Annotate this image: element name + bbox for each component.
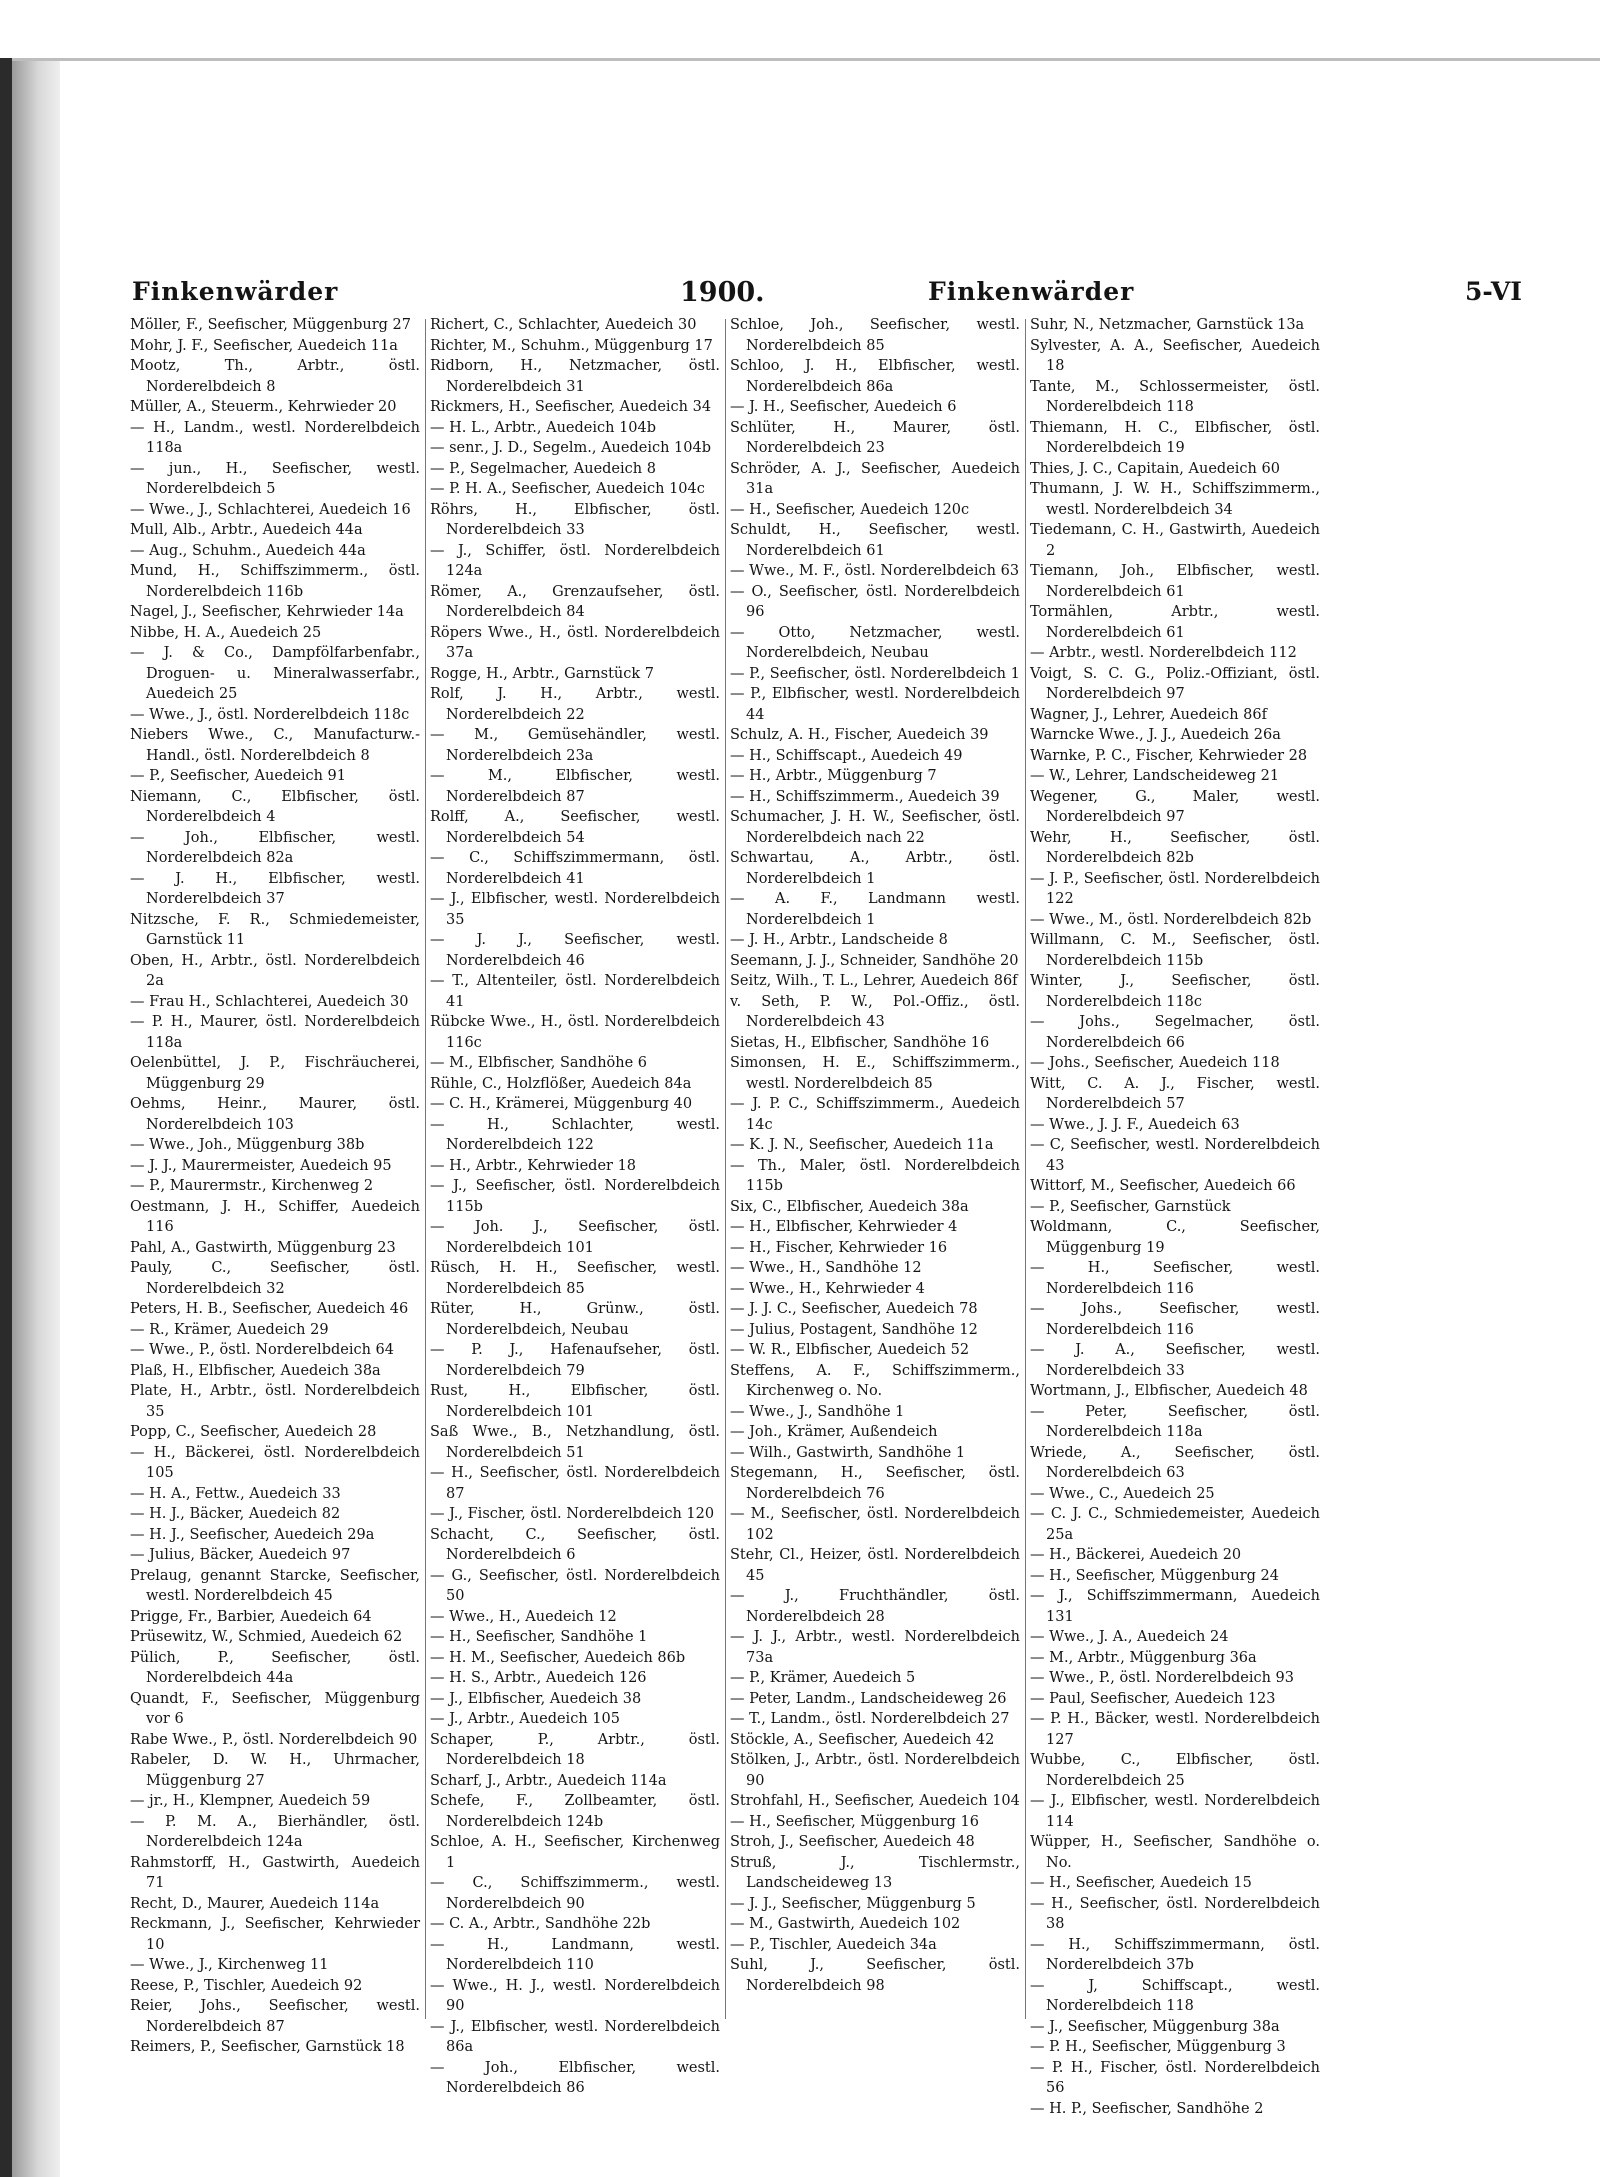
- directory-entry: Reimers, P., Seefischer, Garnstück 18: [130, 2039, 405, 2055]
- directory-column-3: [730, 315, 1020, 2030]
- directory-entry: Wubbe, C., Elbfischer, östl. Norderelbdeich 25: [1030, 1752, 1320, 1789]
- directory-entry: — M., Gastwirth, Auedeich 102: [730, 1916, 961, 1932]
- directory-entry: — C, Seefischer, westl. Norderelbdeich 43: [1030, 1137, 1320, 1174]
- directory-entry: — Johs., Seefischer, Auedeich 118: [1030, 1055, 1280, 1071]
- directory-entry: — H., Elbfischer, Kehrwieder 4: [730, 1219, 958, 1235]
- directory-entry: Willmann, C. M., Seefischer, östl. Norderelbdeich 115b: [1030, 932, 1320, 969]
- directory-entry: Reese, P., Tischler, Auedeich 92: [130, 1977, 363, 1994]
- scan-top-border: [12, 58, 1600, 61]
- directory-entry: — K. J. N., Seefischer, Auedeich 11a: [730, 1137, 994, 1153]
- directory-entry: Simonsen, H. E., Schiffszimmerm., westl. Norderelbdeich 85: [730, 1055, 1020, 1092]
- directory-entry: Richert, C., Schlachter, Auedeich 30: [430, 317, 697, 333]
- directory-entry: Schlüter, H., Maurer, östl. Norderelbdeich 23: [730, 419, 1020, 456]
- directory-entry: — Wwe., J., östl. Norderelbdeich 118c: [130, 706, 410, 723]
- directory-entry: — R., Krämer, Auedeich 29: [130, 1321, 329, 1338]
- directory-entry: Schloe, Joh., Seefischer, westl. Norderelbdeich 85: [730, 317, 1020, 354]
- column-divider: [725, 319, 726, 2019]
- directory-entry: — Wwe., P., östl. Norderelbdeich 64: [130, 1342, 394, 1358]
- directory-entry: — J., Arbtr., Auedeich 105: [430, 1711, 620, 1727]
- directory-entry: — M., Elbfischer, Sandhöhe 6: [430, 1055, 648, 1071]
- directory-entry: Schaper, P., Arbtr., östl. Norderelbdeich 18: [430, 1731, 720, 1768]
- directory-entry: Prüsewitz, W., Schmied, Auedeich 62: [130, 1629, 403, 1645]
- scan-edge-dark: [0, 58, 12, 2177]
- directory-entry: Schumacher, J. H. W., Seefischer, östl. Norderelbdeich nach 22: [730, 809, 1020, 846]
- directory-entry: Wüpper, H., Seefischer, Sandhöhe o. No.: [1030, 1834, 1320, 1871]
- directory-entry: — Wwe., H., Auedeich 12: [430, 1608, 617, 1625]
- directory-entry: — P., Tischler, Auedeich 34a: [730, 1936, 937, 1953]
- directory-entry: — J. A., Seefischer, westl. Norderelbdeich 33: [1030, 1342, 1320, 1379]
- directory-entry: — H., Landm., westl. Norderelbdeich 118a: [130, 419, 420, 456]
- directory-entry: — H. A., Fettw., Auedeich 33: [130, 1485, 341, 1502]
- directory-entry: Schuldt, H., Seefischer, westl. Norderelbdeich 61: [730, 522, 1020, 559]
- directory-entry: Winter, J., Seefischer, östl. Norderelbdeich 118c: [1030, 973, 1320, 1010]
- directory-entry: Rahmstorff, H., Gastwirth, Auedeich 71: [130, 1854, 420, 1891]
- directory-entry: Rust, H., Elbfischer, östl. Norderelbdeich 101: [430, 1383, 720, 1420]
- directory-entry: — Wwe., J., Sandhöhe 1: [730, 1403, 905, 1420]
- directory-entry: Saß Wwe., B., Netzhandlung, östl. Norderelbdeich 51: [430, 1424, 720, 1461]
- directory-entry: — J., Schiffszimmermann, Auedeich 131: [1030, 1588, 1320, 1625]
- directory-entry: Schefe, F., Zollbeamter, östl. Norderelbdeich 124b: [430, 1793, 720, 1830]
- directory-column-2: [430, 315, 720, 2096]
- directory-entry: — P., Segelmacher, Auedeich 8: [430, 460, 656, 477]
- directory-entry: — H., Seefischer, östl. Norderelbdeich 87: [430, 1465, 720, 1502]
- directory-entry: — Julius, Postagent, Sandhöhe 12: [730, 1321, 978, 1338]
- directory-entry: — C. J. C., Schmiedemeister, Auedeich 25a: [1030, 1506, 1320, 1543]
- directory-entry: — Joh., Elbfischer, westl. Norderelbdeich 86: [430, 2059, 720, 2096]
- directory-entry: — J., Fruchthändler, östl. Norderelbdeich 28: [730, 1588, 1020, 1625]
- directory-entry: — Wwe., J., Kirchenweg 11: [130, 1957, 329, 1973]
- directory-entry: Warncke Wwe., J. J., Auedeich 26a: [1030, 727, 1281, 743]
- directory-entry: — C. H., Krämerei, Müggenburg 40: [430, 1096, 693, 1112]
- directory-entry: — H. J., Seefischer, Auedeich 29a: [130, 1526, 375, 1543]
- directory-entry: Niemann, C., Elbfischer, östl. Norderelbdeich 4: [130, 788, 420, 825]
- directory-entry: — T., Landm., östl. Norderelbdeich 27: [730, 1711, 1010, 1727]
- directory-entry: — J., Fischer, östl. Norderelbdeich 120: [430, 1506, 715, 1522]
- directory-entry: Möller, F., Seefischer, Müggenburg 27: [130, 317, 411, 333]
- directory-entry: Thumann, J. W. H., Schiffszimmerm., westl. Norderelbdeich 34: [1030, 481, 1320, 518]
- directory-entry: — Johs., Seefischer, westl. Norderelbdeich 116: [1030, 1301, 1320, 1338]
- directory-entry: Steffens, A. F., Schiffszimmerm., Kirchenweg o. No.: [730, 1362, 1020, 1399]
- directory-entry: — J. J., Arbtr., westl. Norderelbdeich 73a: [730, 1629, 1020, 1666]
- directory-entry: — J. J., Seefischer, westl. Norderelbdeich 46: [430, 932, 720, 969]
- directory-entry: — H. S., Arbtr., Auedeich 126: [430, 1670, 647, 1686]
- directory-entry: — P. J., Hafenaufseher, östl. Norderelbdeich 79: [430, 1342, 720, 1379]
- directory-entry: Stegemann, H., Seefischer, östl. Norderelbdeich 76: [730, 1465, 1020, 1502]
- directory-entry: — J. H., Seefischer, Auedeich 6: [730, 399, 957, 415]
- directory-entry: Witt, C. A. J., Fischer, westl. Norderelbdeich 57: [1030, 1075, 1320, 1112]
- directory-entry: — J., Elbfischer, westl. Norderelbdeich 86a: [430, 2018, 720, 2055]
- directory-column-4: [1030, 315, 1320, 2117]
- directory-entry: — P. H., Seefischer, Müggenburg 3: [1030, 2039, 1286, 2055]
- directory-columns: [130, 315, 1530, 2117]
- directory-entry: — P., Maurermstr., Kirchenweg 2: [130, 1178, 374, 1194]
- page-header: [110, 275, 1530, 319]
- directory-entry: — Wwe., P., östl. Norderelbdeich 93: [1030, 1670, 1294, 1686]
- directory-entry: — Arbtr., westl. Norderelbdeich 112: [1030, 645, 1297, 661]
- directory-entry: — H., Seefischer, Auedeich 15: [1030, 1875, 1252, 1891]
- directory-entry: — H., Schiffscapt., Auedeich 49: [730, 747, 963, 764]
- header-left-title: Finkenwärder: [132, 277, 339, 306]
- directory-entry: — Joh., Krämer, Außendeich: [730, 1424, 938, 1440]
- directory-entry: — H., Landmann, westl. Norderelbdeich 110: [430, 1936, 720, 1973]
- directory-entry: Mund, H., Schiffszimmerm., östl. Norderelbdeich 116b: [130, 563, 420, 600]
- directory-entry: Rüsch, H. H., Seefischer, westl. Norderelbdeich 85: [430, 1260, 720, 1297]
- directory-entry: — Frau H., Schlachterei, Auedeich 30: [130, 993, 409, 1010]
- directory-entry: Rabeler, D. W. H., Uhrmacher, Müggenburg 27: [130, 1752, 420, 1789]
- directory-entry: — Wwe., J., Schlachterei, Auedeich 16: [130, 501, 411, 518]
- directory-entry: — Paul, Seefischer, Auedeich 123: [1030, 1690, 1276, 1707]
- directory-entry: Mohr, J. F., Seefischer, Auedeich 11a: [130, 337, 398, 354]
- directory-entry: Prelaug, genannt Starcke, Seefischer, westl. Norderelbdeich 45: [130, 1567, 420, 1604]
- directory-entry: — H., Seefischer, Auedeich 120c: [730, 501, 970, 518]
- directory-entry: — H. M., Seefischer, Auedeich 86b: [430, 1649, 686, 1666]
- directory-entry: Oben, H., Arbtr., östl. Norderelbdeich 2a: [130, 952, 420, 989]
- directory-entry: Wortmann, J., Elbfischer, Auedeich 48: [1030, 1383, 1308, 1399]
- directory-entry: Römer, A., Grenzaufseher, östl. Norderelbdeich 84: [430, 583, 720, 620]
- directory-entry: Woldmann, C., Seefischer, Müggenburg 19: [1030, 1219, 1320, 1256]
- directory-entry: Voigt, S. C. G., Poliz.-Offiziant, östl. Norderelbdeich 97: [1030, 665, 1320, 702]
- directory-entry: Müller, A., Steuerm., Kehrwieder 20: [130, 399, 397, 415]
- directory-entry: Pauly, C., Seefischer, östl. Norderelbdeich 32: [130, 1260, 420, 1297]
- directory-entry: — Th., Maler, östl. Norderelbdeich 115b: [730, 1157, 1020, 1194]
- directory-entry: — Wwe., Joh., Müggenburg 38b: [130, 1137, 365, 1153]
- directory-entry: — J., Seefischer, Müggenburg 38a: [1030, 2018, 1280, 2035]
- directory-entry: Stölken, J., Arbtr., östl. Norderelbdeich 90: [730, 1752, 1020, 1789]
- directory-entry: — J., Schiffer, östl. Norderelbdeich 124a: [430, 542, 720, 579]
- directory-entry: Niebers Wwe., C., Manufacturw.-Handl., östl. Norderelbdeich 8: [130, 727, 420, 764]
- directory-entry: Seitz, Wilh., T. L., Lehrer, Auedeich 86f: [730, 973, 1018, 989]
- directory-entry: — J. P., Seefischer, östl. Norderelbdeich 122: [1030, 870, 1320, 907]
- directory-entry: Oehms, Heinr., Maurer, östl. Norderelbdeich 103: [130, 1096, 420, 1133]
- column-divider: [1025, 319, 1026, 2019]
- directory-entry: — P. H., Fischer, östl. Norderelbdeich 56: [1030, 2059, 1320, 2096]
- directory-entry: — O., Seefischer, östl. Norderelbdeich 96: [730, 583, 1020, 620]
- directory-entry: — J., Elbfischer, westl. Norderelbdeich 114: [1030, 1793, 1320, 1830]
- directory-entry: — Julius, Bäcker, Auedeich 97: [130, 1547, 351, 1563]
- directory-entry: Quandt, F., Seefischer, Müggenburg vor 6: [130, 1690, 420, 1727]
- directory-entry: — Wwe., M., östl. Norderelbdeich 82b: [1030, 911, 1312, 928]
- directory-entry: Reckmann, J., Seefischer, Kehrwieder 10: [130, 1916, 420, 1953]
- directory-entry: — H., Seefischer, Müggenburg 16: [730, 1813, 979, 1830]
- directory-entry: v. Seth, P. W., Pol.-Offiz., östl. Norderelbdeich 43: [730, 993, 1020, 1030]
- directory-entry: — Johs., Segelmacher, östl. Norderelbdeich 66: [1030, 1014, 1320, 1051]
- directory-entry: Rolff, A., Seefischer, westl. Norderelbdeich 54: [430, 809, 720, 846]
- directory-entry: — J. J. C., Seefischer, Auedeich 78: [730, 1301, 978, 1317]
- column-divider: [425, 319, 426, 2019]
- directory-entry: — Peter, Seefischer, östl. Norderelbdeich 118a: [1030, 1403, 1320, 1440]
- directory-entry: — P. H., Bäcker, westl. Norderelbdeich 127: [1030, 1711, 1320, 1748]
- directory-entry: Recht, D., Maurer, Auedeich 114a: [130, 1895, 380, 1912]
- directory-entry: Thies, J. C., Capitain, Auedeich 60: [1030, 460, 1280, 477]
- directory-entry: — H. J., Bäcker, Auedeich 82: [130, 1506, 341, 1522]
- directory-entry: — P., Elbfischer, westl. Norderelbdeich 44: [730, 686, 1020, 723]
- directory-entry: — J. H., Arbtr., Landscheide 8: [730, 932, 948, 948]
- directory-entry: Rabe Wwe., P., östl. Norderelbdeich 90: [130, 1731, 418, 1748]
- directory-entry: Wittorf, M., Seefischer, Auedeich 66: [1030, 1178, 1296, 1194]
- directory-entry: — J, Schiffscapt., westl. Norderelbdeich 118: [1030, 1977, 1320, 2014]
- directory-entry: Oelenbüttel, J. P., Fischräucherei, Müggenburg 29: [130, 1055, 420, 1092]
- directory-entry: Wriede, A., Seefischer, östl. Norderelbdeich 63: [1030, 1444, 1320, 1481]
- directory-entry: — Wwe., C., Auedeich 25: [1030, 1485, 1215, 1502]
- directory-entry: — jr., H., Klempner, Auedeich 59: [130, 1793, 371, 1809]
- directory-entry: Peters, H. B., Seefischer, Auedeich 46: [130, 1301, 409, 1317]
- directory-entry: — M., Seefischer, östl. Norderelbdeich 102: [730, 1506, 1020, 1543]
- directory-entry: Prigge, Fr., Barbier, Auedeich 64: [130, 1608, 372, 1625]
- directory-entry: Schloe, A. H., Seefischer, Kirchenweg 1: [430, 1834, 720, 1871]
- directory-entry: — Joh. J., Seefischer, östl. Norderelbdeich 101: [430, 1219, 720, 1256]
- directory-entry: Reier, Johs., Seefischer, westl. Norderelbdeich 87: [130, 1998, 420, 2035]
- directory-entry: — J. J., Seefischer, Müggenburg 5: [730, 1895, 976, 1912]
- directory-entry: — Wwe., H., Kehrwieder 4: [730, 1280, 925, 1297]
- directory-entry: — C. A., Arbtr., Sandhöhe 22b: [430, 1916, 651, 1932]
- directory-entry: Rübcke Wwe., H., östl. Norderelbdeich 116c: [430, 1014, 720, 1051]
- directory-entry: Sylvester, A. A., Seefischer, Auedeich 18: [1030, 337, 1320, 374]
- directory-entry: — jun., H., Seefischer, westl. Norderelbdeich 5: [130, 460, 420, 497]
- directory-entry: Rühle, C., Holzflößer, Auedeich 84a: [430, 1075, 692, 1092]
- directory-entry: — Otto, Netzmacher, westl. Norderelbdeich, Neubau: [730, 624, 1020, 661]
- directory-entry: — H., Schlachter, westl. Norderelbdeich 122: [430, 1116, 720, 1153]
- directory-entry: Plaß, H., Elbfischer, Auedeich 38a: [130, 1362, 381, 1379]
- directory-entry: — H., Seefischer, östl. Norderelbdeich 38: [1030, 1895, 1320, 1932]
- directory-entry: Oestmann, J. H., Schiffer, Auedeich 116: [130, 1198, 420, 1235]
- directory-entry: — J. J., Maurermeister, Auedeich 95: [130, 1157, 392, 1174]
- directory-entry: — H., Arbtr., Müggenburg 7: [730, 768, 937, 784]
- directory-entry: — G., Seefischer, östl. Norderelbdeich 50: [430, 1567, 720, 1604]
- directory-entry: — C., Schiffszimmermann, östl. Norderelbdeich 41: [430, 850, 720, 887]
- directory-entry: — P. H., Maurer, östl. Norderelbdeich 118a: [130, 1014, 420, 1051]
- directory-entry: Schacht, C., Seefischer, östl. Norderelbdeich 6: [430, 1526, 720, 1563]
- directory-entry: Stöckle, A., Seefischer, Auedeich 42: [730, 1731, 995, 1748]
- header-year: 1900.: [680, 277, 765, 308]
- directory-entry: — H. L., Arbtr., Auedeich 104b: [430, 419, 657, 436]
- directory-entry: — Wilh., Gastwirth, Sandhöhe 1: [730, 1444, 966, 1461]
- directory-entry: Ridborn, H., Netzmacher, östl. Norderelbdeich 31: [430, 358, 720, 395]
- directory-entry: Scharf, J., Arbtr., Auedeich 114a: [430, 1772, 667, 1789]
- directory-entry: — M., Arbtr., Müggenburg 36a: [1030, 1649, 1257, 1666]
- directory-entry: — P. H. A., Seefischer, Auedeich 104c: [430, 481, 705, 497]
- directory-entry: Wehr, H., Seefischer, östl. Norderelbdeich 82b: [1030, 829, 1320, 866]
- directory-entry: Sietas, H., Elbfischer, Sandhöhe 16: [730, 1034, 990, 1051]
- directory-entry: — J., Seefischer, östl. Norderelbdeich 115b: [430, 1178, 720, 1215]
- directory-entry: Nibbe, H. A., Auedeich 25: [130, 624, 322, 641]
- directory-entry: Pülich, P., Seefischer, östl. Norderelbdeich 44a: [130, 1649, 420, 1686]
- directory-entry: Warnke, P. C., Fischer, Kehrwieder 28: [1030, 747, 1308, 764]
- header-right-title: Finkenwärder: [928, 277, 1135, 306]
- directory-entry: Schwartau, A., Arbtr., östl. Norderelbdeich 1: [730, 850, 1020, 887]
- directory-entry: Struß, J., Tischlermstr., Landscheideweg 13: [730, 1854, 1020, 1891]
- directory-entry: — Joh., Elbfischer, westl. Norderelbdeich 82a: [130, 829, 420, 866]
- directory-entry: Wagner, J., Lehrer, Auedeich 86f: [1030, 706, 1267, 723]
- directory-entry: Richter, M., Schuhm., Müggenburg 17: [430, 337, 713, 354]
- directory-entry: — J. P. C., Schiffszimmerm., Auedeich 14c: [730, 1096, 1020, 1133]
- directory-entry: — P. M. A., Bierhändler, östl. Norderelbdeich 124a: [130, 1813, 420, 1850]
- directory-entry: Wegener, G., Maler, westl. Norderelbdeich 97: [1030, 788, 1320, 825]
- directory-entry: Stehr, Cl., Heizer, östl. Norderelbdeich 45: [730, 1547, 1020, 1584]
- directory-page: [110, 275, 1530, 2117]
- directory-entry: — H., Bäckerei, östl. Norderelbdeich 105: [130, 1444, 420, 1481]
- directory-entry: Rüter, H., Grünw., östl. Norderelbdeich, Neubau: [430, 1301, 720, 1338]
- directory-entry: Suhl, J., Seefischer, östl. Norderelbdeich 98: [730, 1957, 1020, 1994]
- directory-column-1: [130, 315, 420, 2055]
- directory-entry: Six, C., Elbfischer, Auedeich 38a: [730, 1198, 969, 1215]
- directory-entry: — H., Fischer, Kehrwieder 16: [730, 1239, 948, 1256]
- directory-entry: — J. H., Elbfischer, westl. Norderelbdeich 37: [130, 870, 420, 907]
- directory-entry: Tiemann, Joh., Elbfischer, westl. Norderelbdeich 61: [1030, 563, 1320, 600]
- directory-entry: — H., Bäckerei, Auedeich 20: [1030, 1547, 1242, 1563]
- directory-entry: — A. F., Landmann westl. Norderelbdeich 1: [730, 891, 1020, 928]
- directory-entry: — H., Arbtr., Kehrwieder 18: [430, 1157, 637, 1174]
- directory-entry: — P., Seefischer, Garnstück: [1030, 1198, 1231, 1215]
- directory-entry: — H., Schiffszimmermann, östl. Norderelbdeich 37b: [1030, 1936, 1320, 1973]
- directory-entry: Schulz, A. H., Fischer, Auedeich 39: [730, 727, 989, 743]
- directory-entry: Röhrs, H., Elbfischer, östl. Norderelbdeich 33: [430, 501, 720, 538]
- directory-entry: Schloo, J. H., Elbfischer, westl. Norderelbdeich 86a: [730, 358, 1020, 395]
- directory-entry: — H., Seefischer, Müggenburg 24: [1030, 1567, 1279, 1584]
- directory-entry: — Peter, Landm., Landscheideweg 26: [730, 1690, 1007, 1707]
- directory-entry: Strohfahl, H., Seefischer, Auedeich 104: [730, 1793, 1020, 1809]
- directory-entry: Tiedemann, C. H., Gastwirth, Auedeich 2: [1030, 522, 1320, 559]
- directory-entry: Popp, C., Seefischer, Auedeich 28: [130, 1424, 377, 1440]
- directory-entry: — Wwe., J. A., Auedeich 24: [1030, 1629, 1229, 1645]
- scan-edge-shadow: [12, 58, 60, 2177]
- directory-entry: — Wwe., J. J. F., Auedeich 63: [1030, 1116, 1240, 1133]
- directory-entry: — C., Schiffszimmerm., westl. Norderelbdeich 90: [430, 1875, 720, 1912]
- directory-entry: — H., Seefischer, Sandhöhe 1: [430, 1629, 648, 1645]
- header-page-number: 5-VI: [1464, 277, 1522, 306]
- directory-entry: Nitzsche, F. R., Schmiedemeister, Garnstück 11: [130, 911, 420, 948]
- directory-entry: Seemann, J. J., Schneider, Sandhöhe 20: [730, 952, 1019, 969]
- directory-entry: — P., Krämer, Auedeich 5: [730, 1670, 916, 1686]
- directory-entry: — H., Schiffszimmerm., Auedeich 39: [730, 788, 1000, 805]
- directory-entry: — Aug., Schuhm., Auedeich 44a: [130, 542, 366, 559]
- directory-entry: Rickmers, H., Seefischer, Auedeich 34: [430, 399, 712, 415]
- directory-entry: — H. P., Seefischer, Sandhöhe 2: [1030, 2100, 1264, 2117]
- directory-entry: — senr., J. D., Segelm., Auedeich 104b: [430, 440, 711, 456]
- directory-entry: — J., Elbfischer, Auedeich 38: [430, 1690, 642, 1707]
- directory-entry: — J., Elbfischer, westl. Norderelbdeich 35: [430, 891, 720, 928]
- directory-entry: Suhr, N., Netzmacher, Garnstück 13a: [1030, 317, 1305, 333]
- directory-entry: Nagel, J., Seefischer, Kehrwieder 14a: [130, 604, 404, 620]
- directory-entry: — M., Elbfischer, westl. Norderelbdeich 87: [430, 768, 720, 805]
- directory-entry: Plate, H., Arbtr., östl. Norderelbdeich 35: [130, 1383, 420, 1420]
- directory-entry: — M., Gemüsehändler, westl. Norderelbdeich 23a: [430, 727, 720, 764]
- directory-entry: — Wwe., H., Sandhöhe 12: [730, 1260, 922, 1276]
- directory-entry: Mull, Alb., Arbtr., Auedeich 44a: [130, 522, 363, 538]
- directory-entry: Röpers Wwe., H., östl. Norderelbdeich 37a: [430, 624, 720, 661]
- directory-entry: — P., Seefischer, Auedeich 91: [130, 768, 346, 784]
- directory-entry: — H., Seefischer, westl. Norderelbdeich 116: [1030, 1260, 1320, 1297]
- directory-entry: Mootz, Th., Arbtr., östl. Norderelbdeich 8: [130, 358, 420, 395]
- directory-entry: — Wwe., H. J., westl. Norderelbdeich 90: [430, 1977, 720, 2014]
- directory-entry: — Wwe., M. F., östl. Norderelbdeich 63: [730, 563, 1020, 579]
- directory-entry: — T., Altenteiler, östl. Norderelbdeich 41: [430, 973, 720, 1010]
- directory-entry: Schröder, A. J., Seefischer, Auedeich 31a: [730, 460, 1020, 497]
- directory-entry: Thiemann, H. C., Elbfischer, östl. Norderelbdeich 19: [1030, 419, 1320, 456]
- directory-entry: Stroh, J., Seefischer, Auedeich 48: [730, 1834, 975, 1850]
- directory-entry: — W. R., Elbfischer, Auedeich 52: [730, 1342, 970, 1358]
- directory-entry: Rolf, J. H., Arbtr., westl. Norderelbdeich 22: [430, 686, 720, 723]
- directory-entry: — P., Seefischer, östl. Norderelbdeich 1: [730, 665, 1020, 682]
- directory-entry: Rogge, H., Arbtr., Garnstück 7: [430, 665, 655, 682]
- directory-entry: — J. & Co., Dampfölfarbenfabr., Droguen- u. Mineralwasserfabr., Auedeich 25: [130, 645, 420, 702]
- directory-entry: Tante, M., Schlossermeister, östl. Norderelbdeich 118: [1030, 378, 1320, 415]
- directory-entry: Tormählen, Arbtr., westl. Norderelbdeich 61: [1030, 604, 1320, 641]
- directory-entry: Pahl, A., Gastwirth, Müggenburg 23: [130, 1239, 396, 1256]
- directory-entry: — W., Lehrer, Landscheideweg 21: [1030, 768, 1280, 784]
